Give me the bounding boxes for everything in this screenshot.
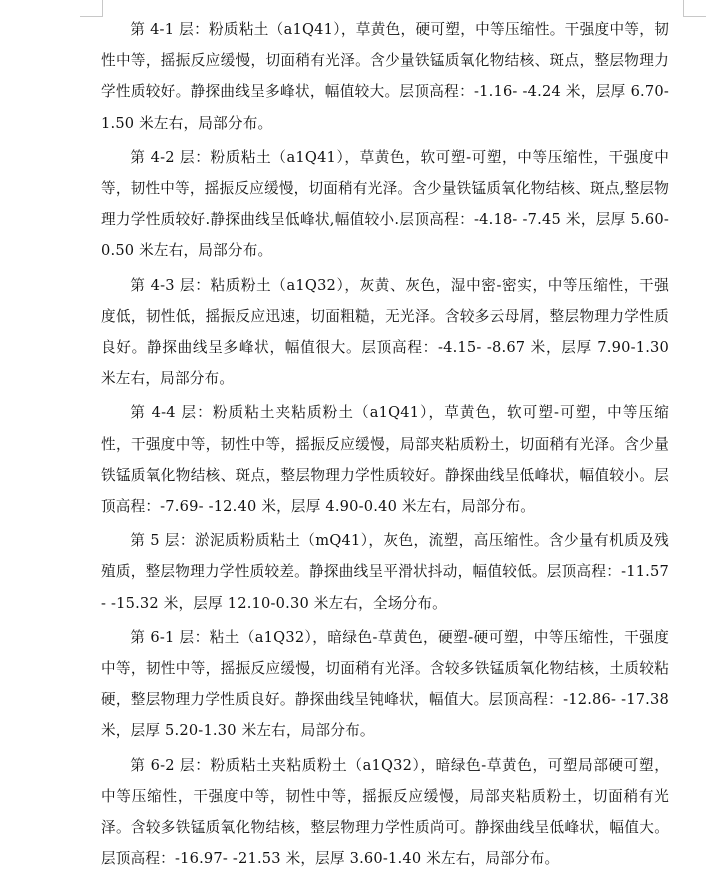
paragraph-layer-6-1[interactable]: 第 6-1 层：粘土（a1Q32），暗绿色-草黄色，硬塑-硬可塑，中等压缩性，干强度中等，韧性中等，摇振反应缓慢，切面稍有光泽。含较多铁锰质氧化物结核，土质较粘硬，整层物理力学性质良好。静探曲线呈钝峰状，幅值大。层顶高程：-12.86- -17.38 米，层厚 5.20-1.30 米左右，局部分布。 bbox=[101, 628, 669, 740]
paragraph-layer-4-2[interactable]: 第 4-2 层：粉质粘土（a1Q41），草黄色，软可塑-可塑，中等压缩性，干强度中等，韧性中等，摇振反应缓慢，切面稍有光泽。含少量铁锰质氧化物结核、斑点,整层物理力学性质较好.静探曲线呈低峰状,幅值较小.层顶高程：-4.18- -7.45 米，层厚 5.60-0.50 米左右，局部分布。 bbox=[101, 148, 669, 260]
paragraph-layer-5[interactable]: 第 5 层：淤泥质粉质粘土（mQ41），灰色，流塑，高压缩性。含少量有机质及残殖质，整层物理力学性质较差。静探曲线呈平滑状抖动，幅值较低。层顶高程：-11.57- -15.32 米，层厚 12.10-0.30 米左右，全场分布。 bbox=[101, 532, 669, 612]
margin-corner-mark-top-left bbox=[80, 0, 103, 17]
paragraph-layer-4-4[interactable]: 第 4-4 层：粉质粘土夹粘质粉土（a1Q41），草黄色，软可塑-可塑，中等压缩性，干强度中等，韧性中等，摇振反应缓慢，局部夹粘质粉土，切面稍有光泽。含少量铁锰质氧化物结核、斑点，整层物理力学性质较好。静探曲线呈低峰状，幅值较小。层顶高程：-7.69- -12.40 米，层厚 4.90-0.40 米左右，局部分布。 bbox=[101, 404, 669, 516]
paragraph-layer-4-3[interactable]: 第 4-3 层：粘质粉土（a1Q32），灰黄、灰色，湿中密-密实，中等压缩性，干强度低，韧性低，摇振反应迅速，切面粗糙，无光泽。含较多云母屑，整层物理力学性质良好。静探曲线呈多峰状，幅值很大。层顶高程：-4.15- -8.67 米，层厚 7.90-1.30 米左右，局部分布。 bbox=[101, 276, 669, 388]
paragraph-layer-6-2[interactable]: 第 6-2 层：粉质粘土夹粘质粉土（a1Q32），暗绿色-草黄色，可塑局部硬可塑，中等压缩性，干强度中等，韧性中等，摇振反应缓慢，局部夹粘质粉土，切面稍有光泽。含较多铁锰质氧化物结核，整层物理力学性质尚可。静探曲线呈低峰状，幅值大。层顶高程：-16.97- -21.53 米，层厚 3.60-1.40 米左右，局部分布。 bbox=[101, 756, 669, 868]
paragraph-layer-4-1[interactable]: 第 4-1 层：粉质粘土（a1Q41），草黄色，硬可塑，中等压缩性。干强度中等，韧性中等，摇振反应缓慢，切面稍有光泽。含少量铁锰质氧化物结核、斑点，整层物理力学性质较好。静探曲线呈多峰状，幅值较大。层顶高程：-1.16- -4.24 米，层厚 6.70-1.50 米左右，局部分布。 bbox=[101, 21, 669, 132]
document-body[interactable] bbox=[101, 14, 669, 877]
margin-corner-mark-top-right bbox=[683, 0, 706, 17]
